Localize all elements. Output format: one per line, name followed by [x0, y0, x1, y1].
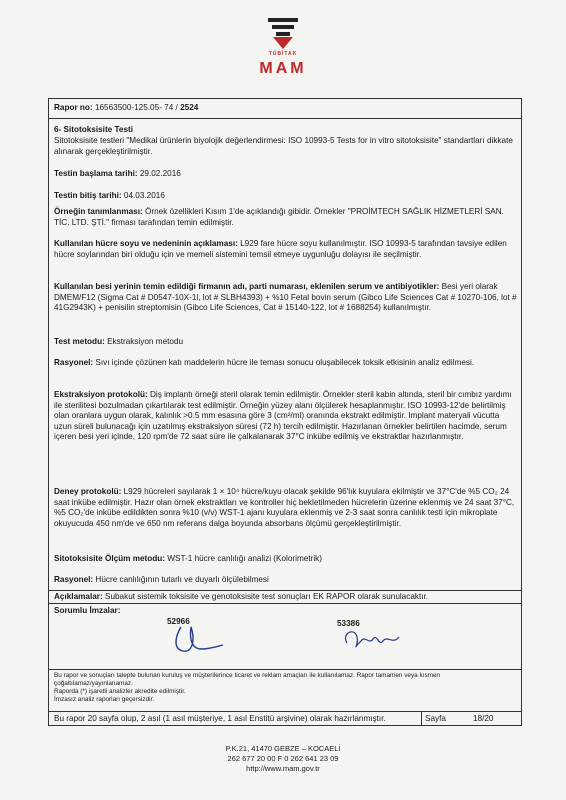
tubitak-emblem-icon: [248, 16, 318, 56]
footer-address: P.K.21, 41470 GEBZE – KOCAELİ: [225, 744, 341, 753]
footer-phones: 262 677 20 00 F 0 262 641 23 09: [227, 754, 339, 763]
divider: [49, 590, 521, 591]
brand-text: MAM: [259, 60, 307, 77]
signatures-label: Sorumlu İmzalar:: [54, 606, 121, 615]
report-frame: [48, 98, 522, 726]
signature-1: [167, 619, 227, 659]
start-date: Testin başlama tarihi: 29.02.2016: [54, 169, 181, 178]
section-intro: Sitotoksisite testleri "Medikal ürünlerin biyolojik değerlendirmesi: ISO 10993-5 Tests for in vitro sitotoksisite" standartları dikkate alınarak gerçekleştirilmiştir.: [54, 136, 513, 156]
experiment-protocol: Deney protokolü: L929 hücreleri sayılarak 1 × 10⁴ hücre/kuyu olacak şekilde 96'lık kuyulara ekilmiştir ve 37°C'de %5 CO₂ 24 saat inkübe edilmiştir. Hazır olan örnek ekstraktları ve kontroller hiç bekletilmeden hücrelerin üzerine eklenmiş ve 24 saat 37°C, %5 CO₂'de inkübe edildikten sonra %10 (v/v) WST-1 ajanı kuyulara eklenmiş ve 2-3 saat sonra canlılık testi için mikroplate okuyucuda 450 nm'de ve 650 nm referans dalga boyunda absorbans ölçümü gerçekleştirilmiştir.: [54, 487, 515, 528]
disclaimer: Bu rapor ve sonuçları talepte bulunan kuruluş ve müşterilerince ticaret ve reklam amaçları ile kullanılamaz. Rapor tamamen veya kısmen çoğaltılamaz/yayınlanamaz. Raporda (*) işaretli analizler akredite edilmiştir. İmzasız analiz raporları geçersizdir.: [54, 672, 441, 703]
cell-line: Kullanılan hücre soyu ve nedeninin açıklaması: L929 fare hücre soyu kullanılmıştır. ISO 10993-5 tarafından tavsiye edilen hücre soylarından biri olduğu için ve memeli sistemini temsil etmeye uygunluğu dolayısı ile seçilmiştir.: [54, 239, 507, 259]
page-label: Sayfa: [425, 714, 446, 723]
divider: [421, 711, 422, 726]
divider: [49, 118, 521, 119]
rationale: Rasyonel: Sıvı içinde çözünen katı maddelerin hücre ile teması sonucu oluşabilecek toksik etkisinin analiz edilmesi.: [54, 358, 475, 367]
divider: [49, 603, 521, 604]
signature-2: [337, 623, 407, 659]
notes: Açıklamalar: Subakut sistemik toksisite ve genotoksisite test sonuçları EK RAPOR olarak sunulacaktır.: [54, 592, 429, 601]
test-method: Test metodu: Ekstraksiyon metodu: [54, 337, 184, 346]
section-title: 6- Sitotoksisite Testi: [54, 125, 134, 134]
page-number: 18/20: [473, 714, 494, 723]
footer-url: http://www.mam.gov.tr: [246, 764, 320, 773]
end-date: Testin bitiş tarihi: 04.03.2016: [54, 191, 165, 200]
rationale-2: Rasyonel: Hücre canlılığının tutarlı ve duyarlı ölçülebilmesi: [54, 575, 269, 584]
measurement-method: Sitotoksisite Ölçüm metodu: WST-1 hücre canlılığı analizi (Kolorimetrik): [54, 554, 322, 563]
brand-top-text: TÜBİTAK: [268, 51, 298, 57]
sample-definition: Örneğin tanımlanması: Örnek özellikleri Kısım 1'de açıklandığı gibidir. Örnekler "PROİMTECH SAĞLIK HİZMETLERİ SAN. TİC. LTD. ŞTİ." firması tarafından temin edilmiştir.: [54, 207, 504, 227]
signer-id-1: 52966: [167, 617, 190, 626]
extraction-protocol: Ekstraksiyon protokolü: Diş implantı örneği steril olarak temin edilmiştir. Örnekler steril kabin altında, steril bir cımbız yardımı ile sterilitesi bozulmadan çıkartılarak test edilmiştir. Örneğin yüzey alanı ölçülerek hesaplanmıştır. ISO 10993-12'de belirtilmiş olan oranlara uygun olarak, kalınlık >0.5 mm esasına göre 3 (cm²/ml) oranında ekstrakt edilmiştir. Implant materyali vücutta uzun süreli bulunacağı için uzatılmış ekstraksiyon süresi (72 h) tercih edilmiştir. Hazırlanan örnekler belirtilen hacimde, serum içeren besi yeri içinde, 120 rpm'de 72 saat süre ile çalkalanarak 37°C inkübe edilmiş ve ekstraktlar hazırlanmıştır.: [54, 390, 512, 441]
divider: [49, 669, 521, 670]
page-info: Bu rapor 20 sayfa olup, 2 asıl (1 asıl müşteriye, 1 asıl Enstitü arşivine) olarak hazırlanmıştır.: [54, 714, 386, 723]
report-number: Rapor no: 16563500-125.05- 74 / 2524: [54, 103, 199, 112]
signer-id-2: 53386: [337, 619, 360, 628]
divider: [49, 711, 521, 712]
culture-media: Kullanılan besi yerinin temin edildiği firmanın adı, parti numarası, eklenilen serum ve antibiyotikler: Besi yeri olarak DMEM/F12 (Sigma Cat # D0547-10X-1l, lot # SLBH4393) + %10 Fetal bovin serum (Gibco Life Sciences Cat # 10270-106, lot # 41G2943K) + penisilin streptomisin (Gibco Life Sciences, Cat # 15140-122, lot # 1688254) kullanılmıştır.: [54, 282, 517, 312]
